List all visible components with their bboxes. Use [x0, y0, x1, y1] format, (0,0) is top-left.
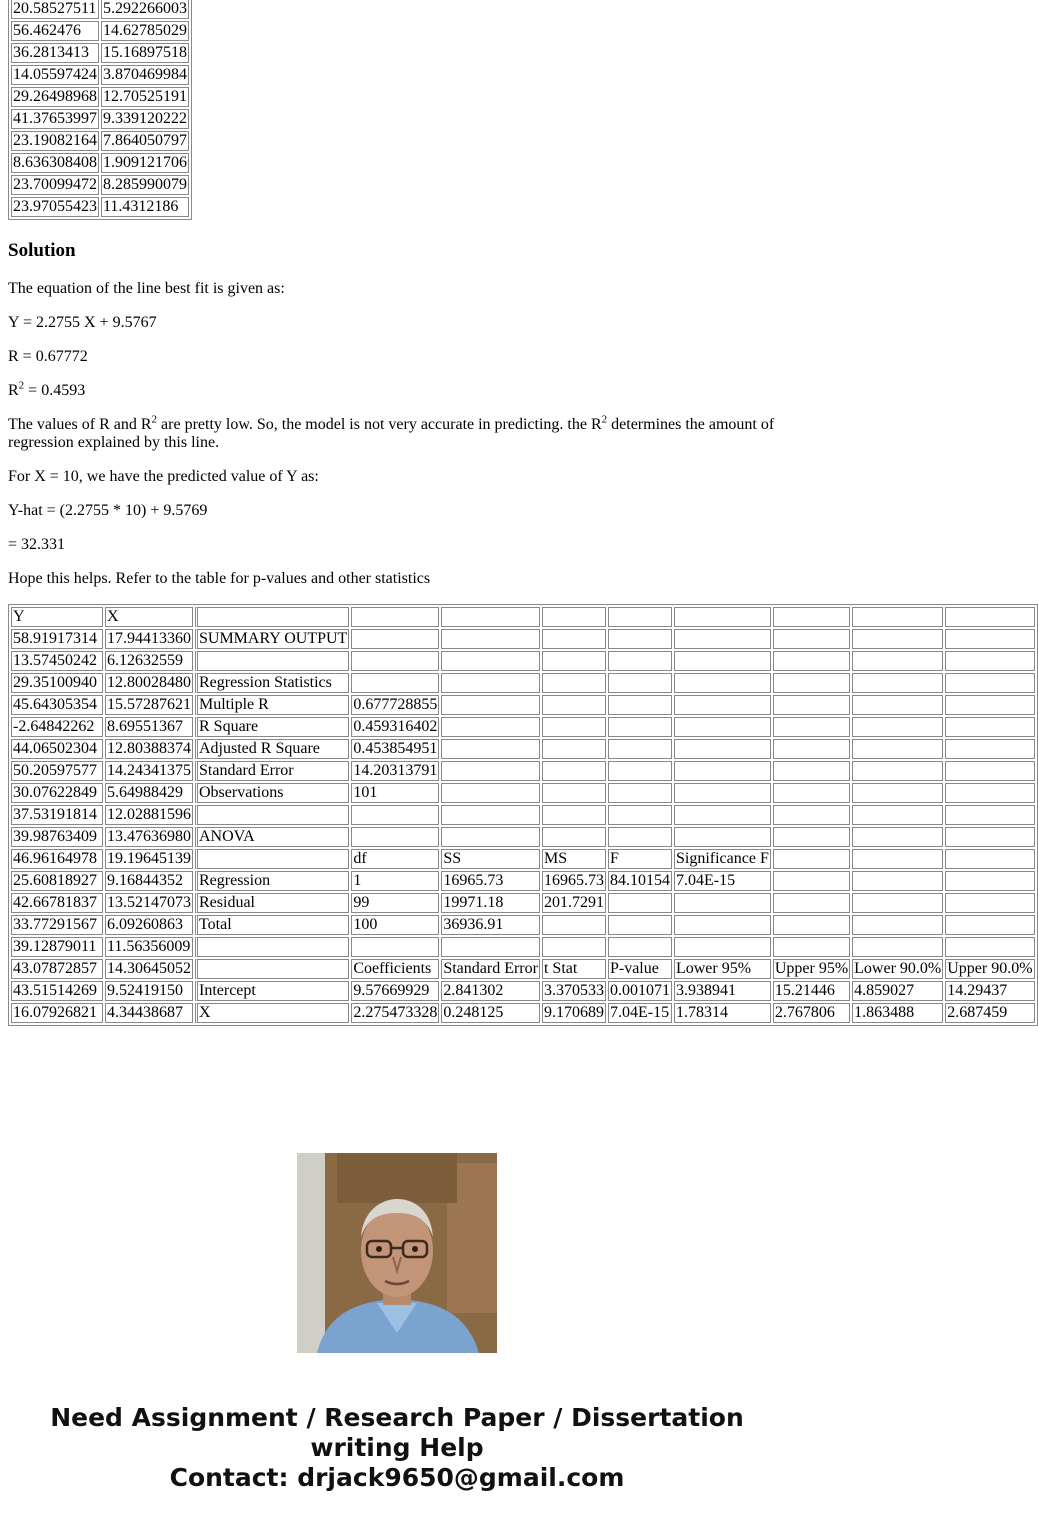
- table-cell: [945, 849, 1034, 869]
- table-cell: [773, 783, 850, 803]
- table-cell: [945, 827, 1034, 847]
- table-cell: [945, 805, 1034, 825]
- table-cell: [542, 739, 606, 759]
- prediction-result: = 32.331: [8, 536, 66, 553]
- table-cell: [608, 827, 672, 847]
- table-row: [11, 43, 189, 63]
- table-cell: [852, 871, 943, 891]
- table-row: [11, 827, 1035, 847]
- table-cell: [542, 761, 606, 781]
- table-row: [11, 849, 1035, 869]
- table-cell: [945, 607, 1034, 627]
- table-cell: 42.66781837: [11, 893, 103, 913]
- table-cell: [674, 651, 771, 671]
- table-row: [11, 629, 1035, 649]
- table-cell: 5.292266003: [103, 0, 187, 17]
- table-cell: [852, 673, 943, 693]
- table-cell: t Stat: [542, 959, 606, 979]
- table-cell: 20.58527511: [11, 0, 99, 19]
- table-row: [11, 783, 1035, 803]
- table-cell: 25.60818927: [11, 871, 103, 891]
- table-row: [11, 153, 189, 173]
- table-cell: [852, 739, 943, 759]
- table-cell: [195, 651, 349, 671]
- table-cell: [852, 629, 943, 649]
- portrait-icon: [297, 1153, 497, 1353]
- table-cell: 14.05597424: [13, 66, 97, 83]
- prediction-formula: Y-hat = (2.2755 * 10) + 9.5769: [8, 502, 208, 519]
- table-cell: Regression Statistics: [195, 673, 349, 693]
- table-cell: 14.20313791: [353, 762, 438, 779]
- table-cell: [608, 739, 672, 759]
- table-cell: [945, 893, 1034, 913]
- table-cell: [608, 629, 672, 649]
- table-cell: 36936.91: [441, 915, 540, 935]
- table-cell: [195, 849, 349, 869]
- table-cell: [674, 915, 771, 935]
- table-cell: [441, 717, 540, 737]
- table-cell: 30.07622849: [11, 783, 103, 803]
- table-cell: [351, 651, 439, 671]
- table-cell: Regression: [195, 871, 349, 891]
- table-cell: df: [351, 849, 439, 869]
- table-cell: 1.863488: [852, 1003, 943, 1023]
- table-cell: [945, 695, 1034, 715]
- table-cell: [945, 761, 1034, 781]
- table-cell: [608, 783, 672, 803]
- table-cell: 7.864050797: [103, 132, 187, 149]
- table-cell: [945, 673, 1034, 693]
- table-cell: [542, 937, 606, 957]
- table-cell: [608, 607, 672, 627]
- table-cell: [945, 871, 1034, 891]
- table-cell: Y: [11, 607, 103, 627]
- table-cell: 0.677728855: [353, 696, 438, 713]
- table-cell: [773, 651, 850, 671]
- table-cell: Lower 90.0%: [854, 960, 942, 977]
- table-row: [11, 65, 189, 85]
- table-row: [11, 87, 189, 107]
- table-cell: 17.94413360: [107, 630, 191, 647]
- closing-note: Hope this helps. Refer to the table for p-values and other statistics: [8, 570, 431, 587]
- table-cell: 3.870469984: [103, 66, 187, 83]
- table-row: [11, 131, 189, 151]
- table-cell: [441, 629, 540, 649]
- table-cell: [852, 849, 943, 869]
- table-row: [11, 0, 189, 19]
- regression-output-table: [8, 604, 1038, 1026]
- table-cell: [542, 783, 606, 803]
- table-cell: Intercept: [195, 981, 349, 1001]
- table-cell: 15.16897518: [103, 44, 187, 61]
- table-cell: Total: [195, 915, 349, 935]
- table-cell: [773, 937, 850, 957]
- table-row: [11, 1003, 1035, 1023]
- table-cell: SS: [441, 849, 540, 869]
- table-cell: 14.30645052: [107, 960, 191, 977]
- table-cell: [351, 629, 439, 649]
- table-cell: [674, 695, 771, 715]
- table-cell: 12.80028480: [107, 674, 191, 691]
- table-cell: [945, 629, 1034, 649]
- table-cell: 2.687459: [945, 1003, 1034, 1023]
- table-cell: [441, 607, 540, 627]
- table-row: [11, 21, 189, 41]
- document-content: [8, 0, 1033, 1110]
- table-cell: 29.35100940: [11, 673, 103, 693]
- table-row: [11, 893, 1035, 913]
- table-cell: Significance F: [675, 850, 769, 867]
- table-cell: [608, 673, 672, 693]
- table-cell: [852, 937, 943, 957]
- table-cell: 9.16844352: [105, 871, 193, 891]
- table-cell: [441, 783, 540, 803]
- table-cell: 14.24341375: [107, 762, 191, 779]
- table-cell: [195, 937, 349, 957]
- table-cell: 14.29437: [945, 981, 1034, 1001]
- table-cell: [852, 783, 943, 803]
- table-row: [11, 937, 1035, 957]
- table-cell: [773, 761, 850, 781]
- table-cell: [351, 827, 439, 847]
- table-cell: 101: [351, 783, 439, 803]
- table-cell: 9.57669929: [351, 981, 439, 1001]
- table-cell: Upper 90.0%: [947, 960, 1033, 977]
- table-cell: Adjusted R Square: [195, 739, 349, 759]
- table-cell: 4.859027: [852, 981, 943, 1001]
- table-cell: 8.285990079: [103, 176, 187, 193]
- table-cell: F: [608, 849, 672, 869]
- table-cell: 14.62785029: [103, 22, 187, 39]
- table-row: [11, 915, 1035, 935]
- table-cell: 4.34438687: [105, 1003, 193, 1023]
- table-cell: 2.767806: [773, 1003, 850, 1023]
- table-cell: [674, 717, 771, 737]
- table-cell: 41.37653997: [13, 110, 97, 127]
- table-cell: [351, 607, 439, 627]
- table-cell: [773, 717, 850, 737]
- promo-contact: Contact: drjack9650@gmail.com: [169, 1463, 625, 1492]
- table-cell: 12.80388374: [107, 740, 191, 757]
- table-cell: [945, 915, 1034, 935]
- table-row: [11, 673, 1035, 693]
- table-cell: [773, 805, 850, 825]
- table-cell: [542, 629, 606, 649]
- table-cell: [852, 651, 943, 671]
- table-cell: [674, 937, 771, 957]
- table-row: [11, 109, 189, 129]
- table-cell: [542, 805, 606, 825]
- avatar: [297, 1153, 497, 1353]
- table-cell: [441, 673, 540, 693]
- table-cell: 84.10154: [609, 872, 670, 889]
- table-cell: [852, 893, 943, 913]
- table-cell: [608, 915, 672, 935]
- table-cell: 8.69551367: [105, 717, 193, 737]
- table-cell: Coefficients: [351, 959, 439, 979]
- table-cell: Observations: [195, 783, 349, 803]
- table-cell: 12.70525191: [103, 88, 187, 105]
- table-cell: [542, 651, 606, 671]
- table-cell: 15.21446: [773, 981, 850, 1001]
- table-cell: [852, 717, 943, 737]
- table-cell: R Square: [195, 717, 349, 737]
- r-value: R = 0.67772: [8, 348, 88, 365]
- table-cell: 13.52147073: [107, 894, 191, 911]
- table-cell: 0.001071: [609, 982, 670, 999]
- table-cell: [542, 915, 606, 935]
- promo-line-1: Need Assignment / Research Paper / Dissertation: [50, 1403, 744, 1432]
- table-cell: [608, 805, 672, 825]
- table-cell: [674, 739, 771, 759]
- table-cell: [773, 893, 850, 913]
- table-cell: [195, 805, 349, 825]
- table-cell: 100: [351, 915, 439, 935]
- table-cell: 9.52419150: [105, 981, 193, 1001]
- table-row: [11, 717, 1035, 737]
- table-cell: [351, 805, 439, 825]
- table-cell: [441, 805, 540, 825]
- table-cell: ANOVA: [195, 827, 349, 847]
- table-cell: 23.97055423: [13, 198, 97, 215]
- table-cell: [542, 673, 606, 693]
- table-cell: [195, 959, 349, 979]
- table-cell: 19.19645139: [107, 850, 191, 867]
- table-cell: [773, 849, 850, 869]
- table-cell: 0.453854951: [353, 740, 438, 757]
- table-cell: 16965.73: [543, 872, 604, 889]
- table-cell: [773, 915, 850, 935]
- table-cell: 11.4312186: [101, 197, 189, 217]
- table-row: [11, 959, 1035, 979]
- table-cell: [773, 739, 850, 759]
- table-cell: [608, 761, 672, 781]
- table-cell: [945, 937, 1034, 957]
- regression-output-container: [8, 604, 1033, 1110]
- table-cell: [608, 893, 672, 913]
- table-cell: [608, 651, 672, 671]
- table-cell: [542, 827, 606, 847]
- table-row: [11, 651, 1035, 671]
- table-cell: [674, 673, 771, 693]
- table-cell: Standard Error: [195, 761, 349, 781]
- table-cell: [674, 607, 771, 627]
- table-row: [11, 805, 1035, 825]
- promo-footer: [0, 1403, 794, 1493]
- table-row: [11, 197, 189, 217]
- table-cell: [608, 717, 672, 737]
- table-cell: [852, 761, 943, 781]
- table-cell: 9.170689: [543, 1004, 604, 1021]
- table-cell: 1.78314: [674, 1003, 771, 1023]
- table-cell: [674, 629, 771, 649]
- table-cell: 23.70099472: [13, 176, 97, 193]
- table-cell: 43.51514269: [11, 981, 103, 1001]
- table-cell: [773, 607, 850, 627]
- table-cell: 7.04E-15: [608, 1003, 672, 1023]
- table-cell: [852, 827, 943, 847]
- table-cell: 36.2813413: [11, 43, 99, 63]
- table-cell: 201.7291: [543, 894, 604, 911]
- table-cell: 1.909121706: [103, 154, 187, 171]
- table-cell: [945, 717, 1034, 737]
- table-cell: 43.07872857: [11, 959, 103, 979]
- table-cell: [674, 761, 771, 781]
- table-cell: 8.636308408: [13, 154, 97, 171]
- table-cell: [852, 915, 943, 935]
- table-cell: [441, 695, 540, 715]
- table-cell: 3.938941: [674, 981, 771, 1001]
- table-cell: [351, 673, 439, 693]
- table-cell: [351, 937, 439, 957]
- table-cell: 46.96164978: [11, 849, 103, 869]
- table-cell: 23.19082164: [13, 132, 97, 149]
- table-cell: P-value: [608, 959, 672, 979]
- table-cell: [773, 827, 850, 847]
- regression-equation: Y = 2.2755 X + 9.5767: [8, 314, 157, 331]
- table-cell: [945, 739, 1034, 759]
- solution-heading: Solution: [8, 240, 76, 261]
- solution-intro: The equation of the line best fit is given as:: [8, 280, 285, 297]
- table-row: [11, 981, 1035, 1001]
- table-cell: [674, 893, 771, 913]
- table-cell: 0.459316402: [353, 718, 438, 735]
- table-cell: 9.339120222: [103, 110, 187, 127]
- table-cell: [674, 783, 771, 803]
- table-cell: Upper 95%: [774, 960, 849, 977]
- table-cell: 39.12879011: [11, 937, 103, 957]
- table-cell: 13.57450242: [11, 651, 103, 671]
- table-cell: [674, 805, 771, 825]
- table-cell: 12.02881596: [107, 806, 191, 823]
- table-cell: [542, 717, 606, 737]
- r-squared-value: $R^2 = 0.4593$: [8, 379, 86, 399]
- table-cell: X: [195, 1003, 349, 1023]
- table-cell: 44.06502304: [11, 739, 103, 759]
- table-cell: [773, 629, 850, 649]
- promo-line-2: writing Help: [310, 1433, 484, 1462]
- table-cell: 19971.18: [441, 893, 540, 913]
- table-cell: 29.26498968: [13, 88, 97, 105]
- table-cell: Standard Error: [443, 960, 538, 977]
- table-cell: Lower 95%: [674, 959, 771, 979]
- table-row: [11, 761, 1035, 781]
- table-cell: [773, 695, 850, 715]
- table-cell: [542, 607, 606, 627]
- table-cell: 0.248125: [441, 1003, 540, 1023]
- table-cell: 3.370533: [543, 982, 604, 999]
- table-row: [11, 175, 189, 195]
- table-cell: 13.47636980: [107, 828, 191, 845]
- table-cell: [608, 695, 672, 715]
- table-cell: Residual: [195, 893, 349, 913]
- table-cell: 33.77291567: [11, 915, 103, 935]
- table-cell: 5.64988429: [105, 783, 193, 803]
- table-cell: Multiple R: [195, 695, 349, 715]
- interpretation-text: The values of R and $R^2$ are pretty low. So, the model is not very accurate in predicting. the $R^2$ determines the amount of regression explained by this line.: [8, 413, 775, 451]
- table-cell: [441, 651, 540, 671]
- table-cell: [542, 695, 606, 715]
- table-cell: X: [105, 607, 193, 627]
- table-cell: [852, 695, 943, 715]
- table-row: [11, 739, 1035, 759]
- table-cell: 45.64305354: [11, 695, 103, 715]
- table-cell: 50.20597577: [11, 761, 103, 781]
- table-cell: 39.98763409: [11, 827, 103, 847]
- table-cell: [441, 827, 540, 847]
- data-table-top: [8, 0, 192, 220]
- table-cell: [674, 827, 771, 847]
- table-cell: 58.91917314: [11, 629, 103, 649]
- prediction-intro: For X = 10, we have the predicted value of Y as:: [8, 468, 319, 485]
- table-cell: [441, 739, 540, 759]
- table-cell: [773, 673, 850, 693]
- table-row: [11, 695, 1035, 715]
- table-cell: 37.53191814: [11, 805, 103, 825]
- table-row: [11, 607, 1035, 627]
- table-cell: 15.57287621: [107, 696, 191, 713]
- table-cell: 7.04E-15: [674, 871, 771, 891]
- table-cell: [608, 937, 672, 957]
- table-cell: SUMMARY OUTPUT: [195, 629, 349, 649]
- table-cell: 99: [351, 893, 439, 913]
- table-cell: [945, 651, 1034, 671]
- table-cell: [441, 937, 540, 957]
- table-cell: [773, 871, 850, 891]
- table-cell: [195, 607, 349, 627]
- table-cell: -2.64842262: [11, 717, 103, 737]
- table-cell: 16.07926821: [11, 1003, 103, 1023]
- table-cell: MS: [542, 849, 606, 869]
- table-cell: 2.275473328: [353, 1004, 438, 1021]
- table-cell: [441, 761, 540, 781]
- table-cell: 16965.73: [441, 871, 540, 891]
- table-cell: [852, 607, 943, 627]
- table-cell: 2.841302: [441, 981, 540, 1001]
- author-photo: [297, 1153, 497, 1353]
- table-cell: 1: [351, 871, 439, 891]
- table-cell: 56.462476: [11, 21, 99, 41]
- table-cell: 6.09260863: [105, 915, 193, 935]
- table-cell: [945, 783, 1034, 803]
- table-cell: [852, 805, 943, 825]
- table-cell: 6.12632559: [105, 651, 193, 671]
- table-cell: 11.56356009: [105, 937, 193, 957]
- table-row: [11, 871, 1035, 891]
